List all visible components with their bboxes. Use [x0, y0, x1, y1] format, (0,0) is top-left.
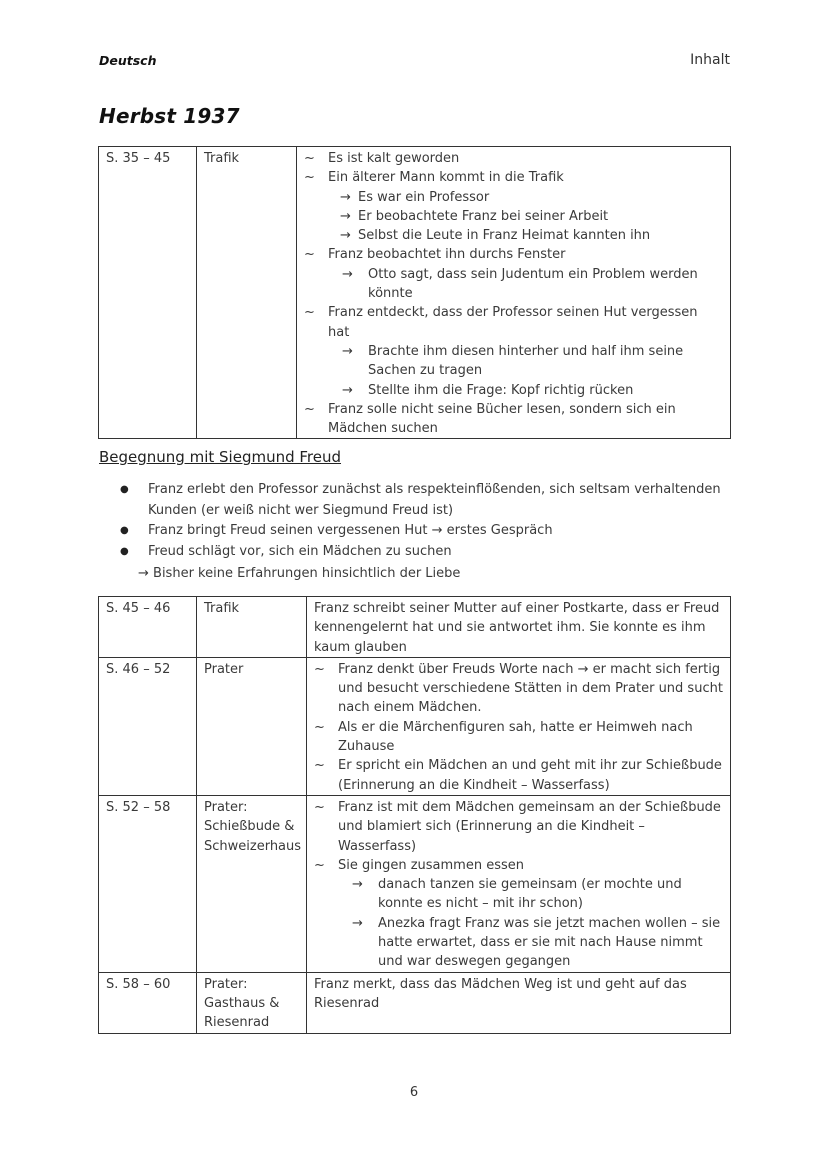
content-cell: [307, 657, 731, 795]
pages-cell: S. 45 – 46: [99, 597, 197, 658]
table-row: [99, 972, 731, 1033]
place-cell: Trafik: [197, 597, 307, 658]
page-title: Herbst 1937: [99, 104, 240, 128]
place-cell: Prater: Schießbude & Schweizerhaus: [197, 795, 307, 972]
section-heading: Begegnung mit Siegmund Freud: [99, 448, 342, 466]
place-cell: Prater: [197, 657, 307, 795]
content-cell: Franz merkt, dass das Mädchen Weg ist und geht auf das Riesenrad: [307, 972, 731, 1033]
list-item: → Es war ein Professor: [340, 189, 490, 205]
summary-table-2: [98, 596, 731, 1034]
list-item: → Brachte ihm diesen hinterher und half ihm seine Sachen zu tragen: [342, 343, 684, 379]
table-row: [99, 147, 731, 439]
list-item: ~ Er spricht ein Mädchen an und geht mit ihr zur Schießbude (Erinnerung an die Kindheit – Wasserfass): [314, 758, 722, 793]
list-item: ● Freud schlägt vor, sich ein Mädchen zu suchen: [120, 542, 730, 563]
list-item: ~ Franz entdeckt, dass der Professor seinen Hut vergessen hat: [304, 305, 698, 340]
list-item: ~ Es ist kalt geworden: [304, 151, 460, 166]
table-row: [99, 597, 731, 658]
list-item: ~ Franz beobachtet ihn durchs Fenster: [304, 247, 566, 263]
header-section: Inhalt: [690, 52, 730, 68]
list-item: ~ Ein älterer Mann kommt in die Trafik: [304, 170, 564, 186]
bullet-icon: ●: [120, 545, 129, 557]
pages-cell: S. 46 – 52: [99, 657, 197, 795]
place-cell: Prater: Gasthaus & Riesenrad: [197, 972, 307, 1033]
list-item: ~ Sie gingen zusammen essen: [314, 857, 524, 873]
place-cell: Trafik: [197, 147, 297, 439]
bullet-icon: ●: [120, 525, 129, 536]
list-item: → danach tanzen sie gemeinsam (er mochte und konnte es nicht – mit ihr schon): [352, 877, 682, 912]
list-item: ~ Franz ist mit dem Mädchen gemeinsam an der Schießbude und blamiert sich (Erinnerung an die Kindheit – Wasserfass): [314, 799, 721, 854]
bullet-followup: → Bisher keine Erfahrungen hinsichtlich der Liebe: [138, 566, 461, 581]
content-cell: Franz schreibt seiner Mutter auf einer Postkarte, dass er Freud kennengelernt hat und sie antwortet ihm. Sie konnte es ihm kaum glauben: [307, 597, 731, 658]
table-row: [99, 657, 731, 795]
header-subject: Deutsch: [99, 53, 157, 68]
summary-table-1: [98, 146, 731, 439]
list-item: ● Franz bringt Freud seinen vergessenen Hut → erstes Gespräch: [120, 521, 730, 542]
list-item: ~ Als er die Märchenfiguren sah, hatte er Heimweh nach Zuhause: [314, 719, 693, 755]
table-row: [99, 795, 731, 972]
bullet-list: [120, 480, 730, 562]
list-item: → Otto sagt, dass sein Judentum ein Problem werden könnte: [342, 266, 698, 302]
list-item: → Stellte ihm die Frage: Kopf richtig rücken: [342, 382, 634, 398]
list-item: ~ Franz denkt über Freuds Worte nach → er macht sich fertig und besucht verschiedene Stätten in dem Prater und sucht nach einem Mädchen.: [314, 661, 723, 716]
list-item: → Er beobachtete Franz bei seiner Arbeit: [340, 208, 609, 224]
page-number: 6: [409, 1085, 419, 1100]
pages-cell: S. 52 – 58: [99, 795, 197, 972]
content-cell: [297, 147, 731, 439]
list-item: ● Franz erlebt den Professor zunächst als respekteinflößenden, sich seltsam verhaltenden Kunden (er weiß nicht wer Siegmund Freud ist): [120, 480, 730, 521]
list-item: → Selbst die Leute in Franz Heimat kannten ihn: [340, 228, 651, 244]
pages-cell: S. 35 – 45: [99, 147, 197, 439]
bullet-icon: ●: [120, 484, 129, 495]
list-item: → Anezka fragt Franz was sie jetzt machen wollen – sie hatte erwartet, dass er sie mit nach Hause nimmt und war deswegen gegangen: [352, 915, 721, 970]
pages-cell: S. 58 – 60: [99, 972, 197, 1033]
content-cell: [307, 795, 731, 972]
list-item: ~ Franz solle nicht seine Bücher lesen, sondern sich ein Mädchen suchen: [304, 401, 676, 437]
